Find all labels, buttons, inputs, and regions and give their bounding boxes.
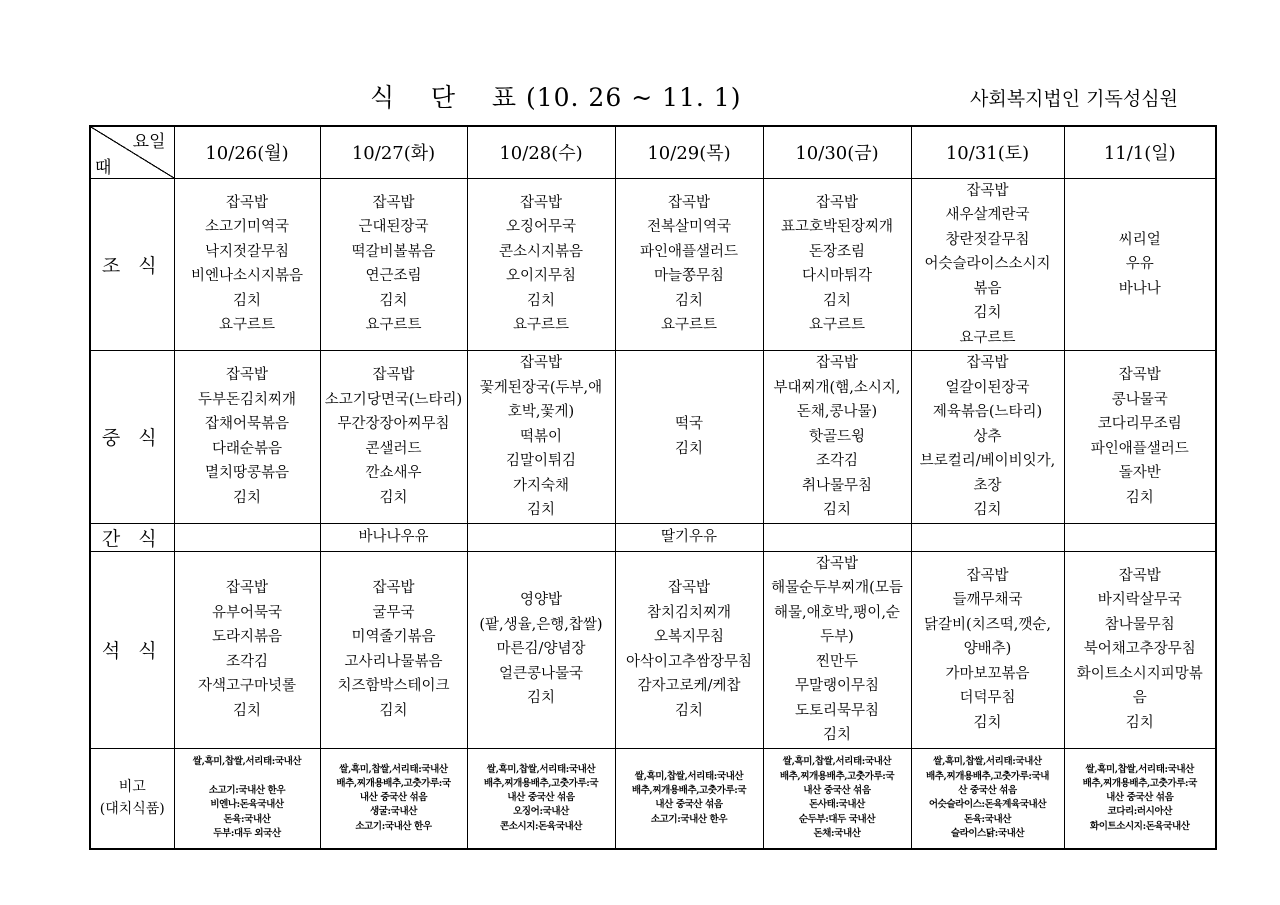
menu-item: 잡곡밥 [966,182,1009,199]
menu-item: 딸기우유 [660,529,718,545]
menu-item: 우유 [1125,256,1154,272]
note-line: 돈육:국내산 [964,813,1011,825]
menu-item: 잡곡밥 [225,580,269,596]
menu-cell [615,551,763,748]
menu-cell [1064,523,1216,551]
note-line: 내산 중국산 섞음 [359,792,428,804]
menu-item: 해물,애호박,팽이,순 [774,604,900,621]
menu-item: 핫골드윙 [808,428,866,445]
menu-item: 가마보꼬볶음 [945,665,1030,682]
menu-item: 다시마튀각 [801,268,873,285]
meal-row [90,178,1216,351]
menu-item: 김치 [674,292,703,309]
menu-cell [174,523,320,551]
menu-cell [467,551,615,748]
menu-item: 김치 [973,305,1002,321]
note-line: 배추,찌개용배추,고춧가루:국 [1082,777,1197,789]
menu-cell [911,551,1064,748]
note-line: 돈사태:국내산 [809,799,865,811]
menu-item: 잡곡밥 [372,367,415,384]
menu-item: 굴무국 [372,604,415,621]
menu-item: 씨리얼 [1118,231,1161,248]
menu-item: 김치 [1125,489,1154,506]
note-line: 코다리:러시아산 [1107,806,1173,818]
menu-item: 돈장조림 [808,243,866,260]
note-line: 오징어:국내산 [513,806,569,818]
meal-row [90,351,1216,524]
menu-cell [763,551,911,748]
menu-item: 상추 [973,428,1002,445]
meal-row [90,523,1216,551]
page-title: 식 단 표 (10. 26 ~ 11. 1) [370,83,742,112]
menu-cell [763,351,911,524]
menu-item: 무간장장아찌무침 [337,416,450,433]
note-line: 슬라이스닭:국내산 [950,827,1025,839]
menu-cell [911,351,1064,524]
menu-item: 콘소시지볶음 [498,243,584,260]
note-cell [763,748,911,849]
menu-item: 김치 [822,727,851,743]
menu-item: 부대찌개(햄,소시지, [773,379,901,396]
menu-cell [763,178,911,351]
menu-item: 북어채고추장무침 [1083,641,1196,658]
menu-item: 바나나우유 [358,529,429,545]
menu-table [89,125,1217,850]
menu-item: 김치 [379,489,408,506]
menu-item: 김치 [973,714,1002,731]
note-line: 두부:대두 외국산 [213,827,281,839]
menu-item: 호박,꽃게) [507,404,575,420]
day-header: 10/27(화) [320,126,467,178]
day-header: 10/29(목) [615,126,763,178]
notes-row [90,748,1216,849]
menu-item: 화이트소시지피망볶 [1076,665,1203,682]
menu-item: 떡국 [674,416,703,433]
menu-item: 미역줄기볶음 [351,629,436,645]
menu-item: 김치 [822,502,851,518]
note-line: 산 중국산 섞음 [958,784,1017,796]
notes-label: (대치식품) [99,801,165,818]
menu-item: 들깨무채국 [952,592,1023,609]
menu-item: 돈채,콩나물) [796,404,878,420]
menu-item: 오징어무국 [505,219,577,236]
menu-item: 김치 [674,702,703,719]
note-cell [615,748,763,849]
menu-item: 잡곡밥 [372,580,415,596]
menu-item: 잡곡밥 [372,194,415,211]
menu-item: 브로컬리/베이비잇가, [919,453,1056,469]
note-line: 비엔나:돈육국내산 [210,799,284,811]
menu-item: 멸치땅콩볶음 [204,465,290,482]
menu-cell [615,523,763,551]
menu-item: 얼갈이된장국 [945,379,1030,396]
note-line: 소고기:국내산 한우 [650,813,728,825]
menu-cell [320,351,467,524]
menu-item: 김치 [526,292,555,309]
note-line: 생굴:국내산 [370,806,417,818]
menu-item: 도토리묵무침 [794,702,880,719]
day-header: 11/1(일) [1064,126,1216,178]
menu-item: 영양밥 [519,592,563,609]
menu-item: 잡곡밥 [1118,567,1161,584]
menu-item: 콩나물국 [1111,391,1168,408]
menu-item: 유부어묵국 [211,604,283,621]
note-line: 쌀,흑미,찹쌀,서리태:국내산 [782,756,892,768]
menu-item: 가지숙채 [512,477,570,494]
day-header: 10/31(토) [911,126,1064,178]
menu-cell [467,178,615,351]
menu-item: 잡곡밥 [815,555,859,572]
note-line: 쌀,흑미,찹쌀,서리태:국내산 [1085,763,1194,775]
menu-cell [320,178,467,351]
menu-item: 콘샐러드 [365,440,422,457]
note-line: 쌀,흑미,찹쌀,서리태:국내산 [933,756,1042,768]
note-line: 내산 중국산 섞음 [655,799,723,811]
menu-item: 김치 [232,702,261,719]
menu-item: 다래순볶음 [211,440,283,457]
menu-item: 자색고구마넛롤 [197,678,297,694]
menu-item: 김치 [232,292,261,309]
menu-item: 조각김 [225,653,269,670]
menu-cell [174,551,320,748]
menu-cell [911,523,1064,551]
menu-cell [615,351,763,524]
menu-item: 제육볶음(느타리) [932,404,1043,420]
menu-item: 코다리무조림 [1097,416,1182,433]
menu-item: 취나물무침 [801,477,873,494]
menu-item: 닭갈비(치즈떡,깻순, [924,616,1051,633]
meal-label: 간 식 [90,523,174,551]
meal-label: 석 식 [90,551,174,748]
menu-item: 낙지젓갈무침 [204,243,290,260]
menu-item: 요구르트 [512,317,570,334]
menu-item: 마늘쫑무침 [653,268,725,285]
note-line: 어슷슬라이스:돈육계육국내산 [928,799,1047,811]
menu-item: 찐만두 [815,653,859,670]
menu-item: 두부돈김치찌개 [197,391,297,408]
menu-item: 감자고로케/케찹 [637,678,741,694]
menu-item: 마른김/양념장 [496,641,586,658]
menu-item: 요구르트 [365,317,422,334]
meal-label: 조 식 [90,178,174,351]
menu-item: 고사리나물볶음 [344,653,443,670]
menu-item: 김치 [526,502,555,518]
menu-cell [467,523,615,551]
note-line: 화이트소시지:돈육국내산 [1089,820,1190,832]
menu-item: 요구르트 [218,317,276,334]
menu-item: 잡곡밥 [815,194,859,211]
menu-item: 꽃게된장국(두부,애 [479,379,603,396]
menu-item: 소고기당면국(느타리) [324,391,463,408]
menu-item: 음 [1132,690,1147,707]
menu-item: 돌자반 [1118,465,1161,482]
menu-item: 오이지무침 [505,268,577,285]
note-cell [174,748,320,849]
menu-item: 근대된장국 [358,219,429,236]
menu-item: 비엔나소시지볶음 [190,268,304,285]
menu-item: 김치 [674,440,703,457]
menu-item: 오복지무침 [653,629,725,645]
menu-item: 요구르트 [808,317,866,334]
menu-item: 김치 [822,292,851,309]
menu-item: 참나물무침 [1104,616,1175,633]
note-line: 내산 중국산 섞음 [1106,792,1174,804]
note-line: 배추,찌개용배추,고춧가루:국 [631,784,747,796]
menu-item: 잡곡밥 [519,355,563,371]
menu-item: 떡갈비볼볶음 [351,243,436,260]
note-cell [911,748,1064,849]
menu-cell [320,523,467,551]
menu-item: 더덕무침 [959,690,1016,707]
menu-item: 잡곡밥 [1118,367,1161,384]
note-line [175,770,320,784]
menu-cell [320,551,467,748]
menu-item: 잡곡밥 [667,580,711,596]
note-line: 내산 중국산 섞음 [803,784,871,796]
menu-item: 조각김 [815,453,859,469]
note-line: 소고기:국내산 한우 [208,784,286,796]
day-label: 요일 [132,132,166,152]
menu-item: 김치 [379,292,408,309]
menu-item: 떡볶이 [519,428,563,445]
note-line: 쌀,흑미,찹쌀,서리태:국내산 [486,763,596,775]
menu-item: 전복살미역국 [646,219,732,236]
note-line: 배추,찌개용배추,고춧가루:국 [483,777,599,789]
menu-item: (팥,생율,은행,찹쌀) [479,616,603,633]
note-cell [320,748,467,849]
header-corner-cell [90,126,174,178]
menu-cell [763,523,911,551]
note-line: 쌀,흑미,찹쌀,서리태:국내산 [339,763,448,775]
organization-name: 사회복지법인 기독성심원 [970,88,1178,110]
menu-item: 잡곡밥 [815,355,859,371]
day-header: 10/28(수) [467,126,615,178]
note-line: 배추,찌개용배추,고춧가루:국내 [925,770,1050,782]
menu-cell [467,351,615,524]
menu-item: 연근조림 [365,268,422,285]
menu-cell [1064,178,1216,351]
menu-item: 김치 [526,690,555,707]
meal-row [90,551,1216,748]
menu-cell [911,178,1064,351]
menu-item: 잡곡밥 [225,367,269,384]
menu-item: 요구르트 [959,329,1016,346]
menu-item: 잡곡밥 [225,194,269,211]
menu-item: 잡곡밥 [966,567,1009,584]
menu-item: 참치김치찌개 [646,604,732,621]
menu-item: 어슷슬라이스소시지 [924,256,1051,272]
note-line: 콘소시지:돈육국내산 [499,820,583,832]
note-cell [467,748,615,849]
menu-item: 해물순두부찌개(모듬 [771,580,903,596]
menu-item: 잡곡밥 [667,194,711,211]
menu-item: 무말랭이무침 [794,678,880,694]
header-row [90,126,1216,178]
menu-cell [174,351,320,524]
menu-item: 소고기미역국 [204,219,290,236]
menu-item: 표고호박된장찌개 [780,219,894,236]
menu-item: 창란젓갈무침 [945,231,1030,248]
menu-item: 도라지볶음 [211,629,283,645]
day-header: 10/26(월) [174,126,320,178]
menu-item: 초장 [973,477,1002,494]
day-header: 10/30(금) [763,126,911,178]
menu-item: 김치 [973,502,1002,518]
menu-item: 바나나 [1118,280,1161,297]
menu-item: 바지락살무국 [1097,592,1182,609]
note-line: 배추,찌개용배추,고춧가루:국 [779,770,895,782]
menu-item: 치즈함박스테이크 [337,678,450,694]
menu-item: 아삭이고추쌈장무침 [625,653,753,670]
menu-item: 양배추) [963,641,1012,658]
menu-item: 새우살계란국 [945,207,1030,223]
menu-item: 두부) [820,629,854,645]
note-line: 소고기:국내산 한우 [355,820,432,832]
menu-cell [174,178,320,351]
notes-label: 비고 [118,779,146,796]
menu-cell [1064,351,1216,524]
menu-cell [1064,551,1216,748]
note-line: 내산 중국산 섞음 [507,792,575,804]
menu-item: 깐쇼새우 [365,465,422,482]
note-line: 순두부:대두 국내산 [798,813,876,825]
menu-item: 잡채어묵볶음 [204,416,290,433]
menu-item: 파인애플샐러드 [1090,440,1189,457]
menu-item: 잡곡밥 [966,355,1009,371]
menu-item: 김치 [232,489,261,506]
note-cell [1064,748,1216,849]
menu-item: 파인애플샐러드 [639,243,739,260]
time-label: 때 [95,157,112,178]
note-line: 돈채:국내산 [813,827,861,839]
menu-item: 요구르트 [660,317,718,334]
menu-item: 얼큰콩나물국 [498,665,584,682]
menu-item: 김치 [379,702,408,719]
menu-item: 김말이튀김 [505,453,577,469]
note-line: 쌀,흑미,찹쌀,서리태:국내산 [634,770,744,782]
notes-label-cell [90,748,174,849]
menu-item: 볶음 [973,280,1002,297]
menu-item: 잡곡밥 [519,194,563,211]
note-line: 배추,찌개용배추,고춧가루:국 [336,777,451,789]
note-line: 돈육:국내산 [223,813,271,825]
menu-cell [615,178,763,351]
menu-item: 김치 [1125,714,1154,731]
meal-label: 중 식 [90,351,174,524]
note-line: 쌀,흑미,찹쌀,서리태:국내산 [192,756,302,768]
